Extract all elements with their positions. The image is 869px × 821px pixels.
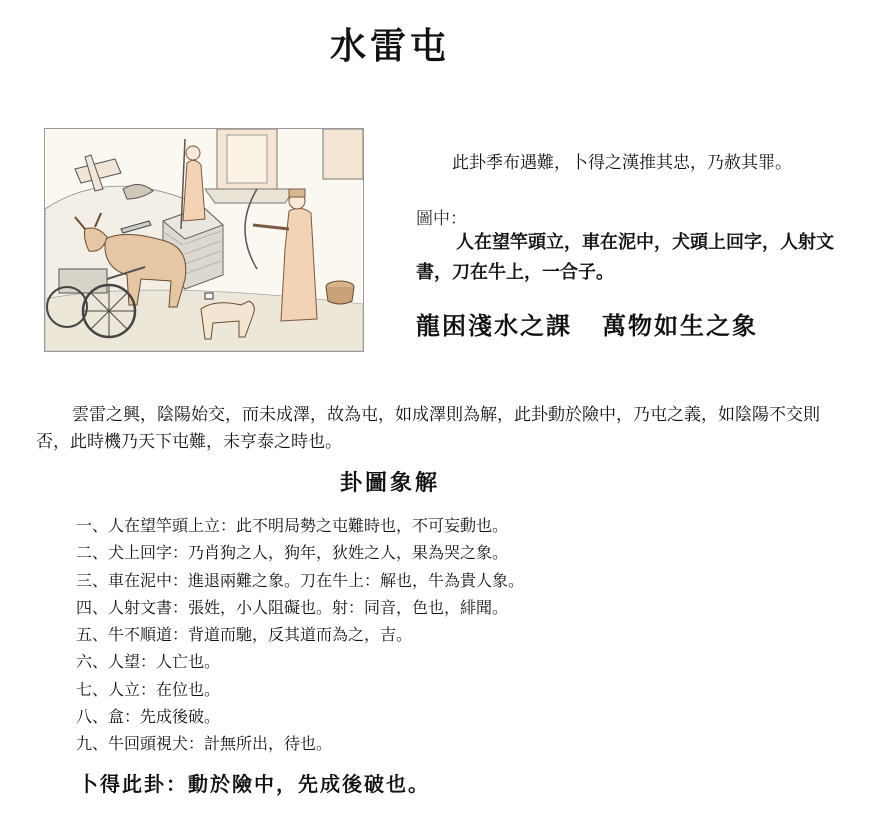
explanation-list	[76, 512, 524, 758]
figure-motto	[416, 306, 856, 341]
hexagram-illustration	[44, 128, 364, 352]
list-item: 七、人立：在位也。	[76, 679, 221, 699]
page-title: 水雷屯	[329, 25, 450, 67]
list-item: 四、人射文書：張姓，小人阻礙也。射：同音，色也，緋聞。	[76, 597, 509, 617]
section-title: 卦圖象解	[339, 470, 440, 496]
figure-label: 圖中：	[416, 209, 467, 229]
intro-text: 此卦季布遇難，卜得之漢推其忠，乃赦其罪。	[452, 153, 792, 173]
list-item: 一、人在望竿頭上立：此不明局勢之屯難時也，不可妄動也。	[76, 516, 509, 535]
illustration-svg	[45, 129, 363, 351]
main-paragraph: 雲雷之興，陰陽始交，而未成澤，故為屯，如成澤則為解，此卦動於險中，乃屯之義，如陰陽不交則否，此時機乃天下屯難，未亨泰之時也。	[36, 405, 820, 452]
motto-left: 龍困淺水之課	[416, 311, 572, 340]
list-item: 九、牛回頭視犬：計無所出，待也。	[76, 734, 333, 754]
figure-description: 人在望竿頭立，車在泥中，犬頭上回字，人射文書，刀在牛上，一合子。	[416, 232, 834, 283]
list-item: 八、盒：先成後破。	[76, 707, 221, 727]
list-item: 三、車在泥中：進退兩難之象。刀在牛上：解也，牛為貴人象。	[76, 570, 525, 590]
list-item: 五、牛不順道：背道而馳，反其道而為之，吉。	[76, 625, 413, 645]
conclusion: 卜得此卦：動於險中，先成後破也。	[78, 772, 430, 796]
list-item: 六、人望：人亡也。	[76, 652, 221, 672]
motto-right: 萬物如生之象	[602, 311, 758, 340]
list-item: 二、犬上回字：乃肖狗之人，狗年，狄姓之人，果為哭之象。	[76, 543, 509, 563]
